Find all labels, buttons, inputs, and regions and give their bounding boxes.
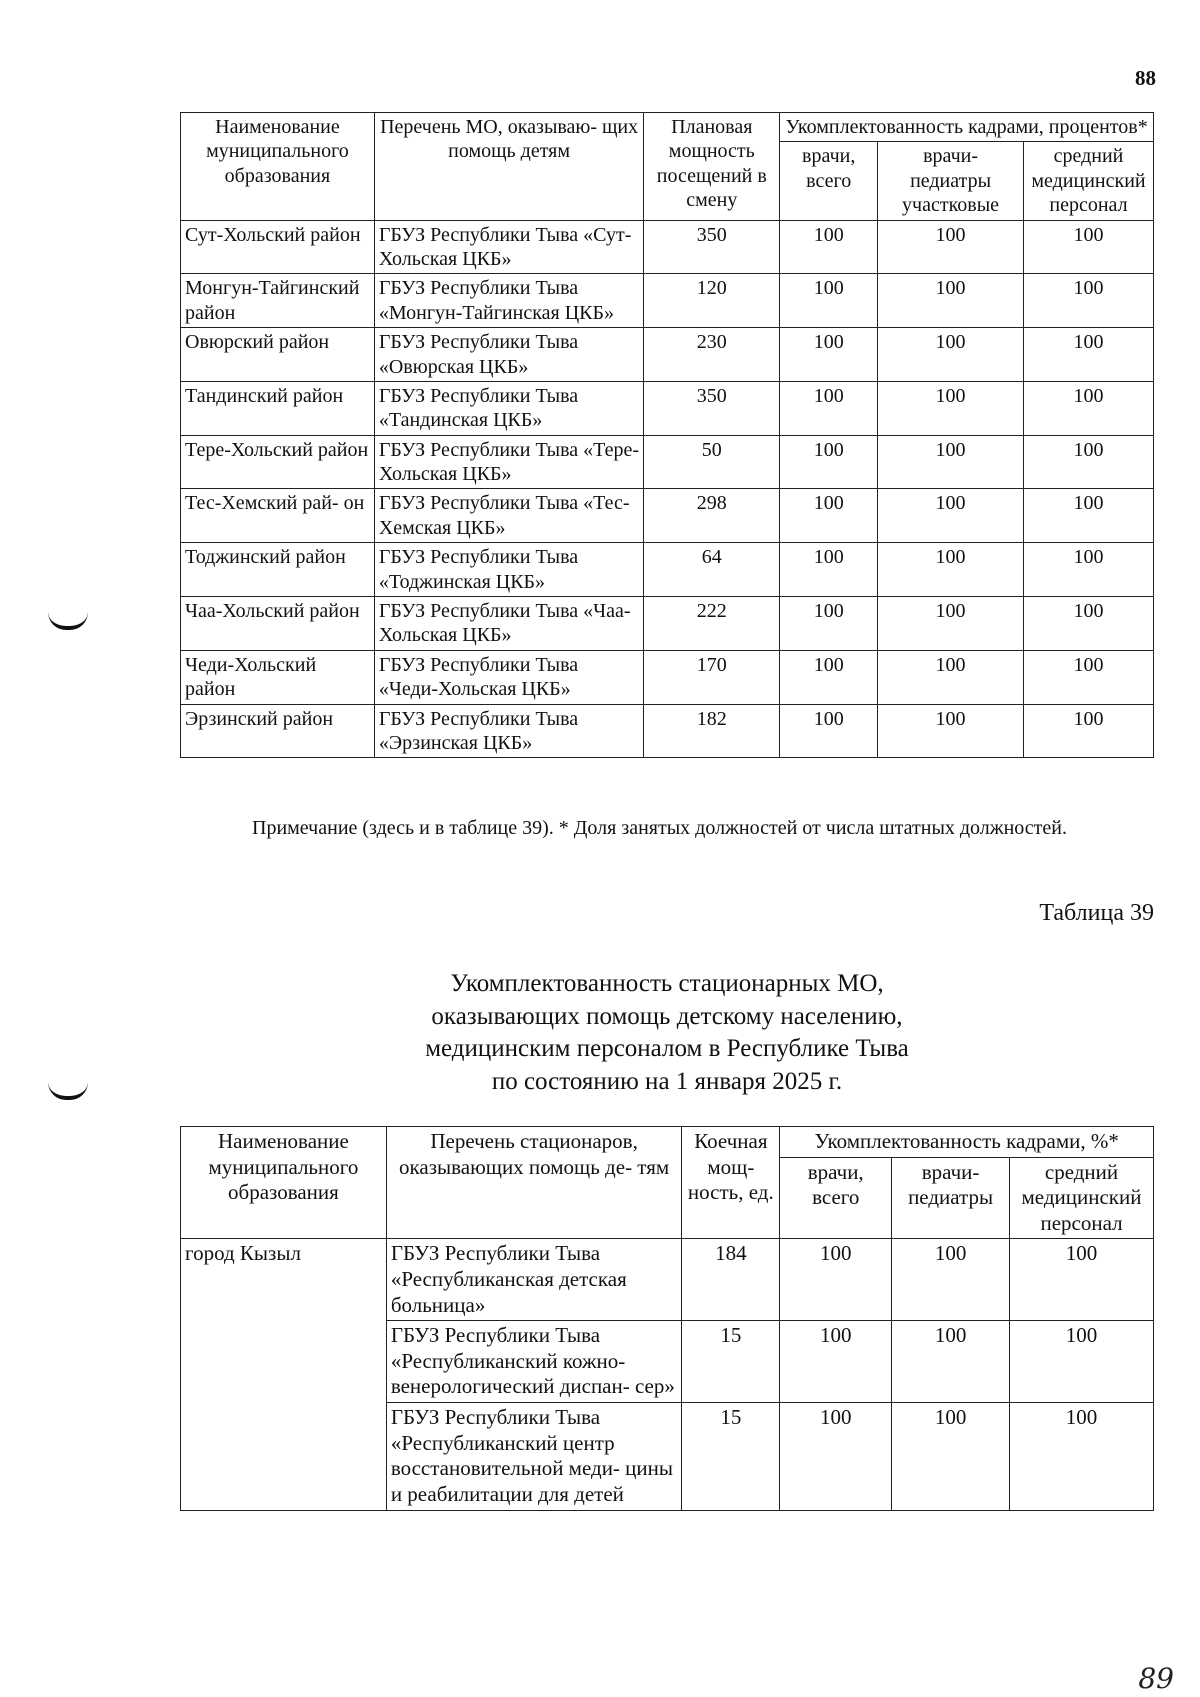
table-row — [181, 435, 1154, 489]
doctors-cell: 100 — [780, 1321, 892, 1403]
hospital-cell: ГБУЗ Республики Тыва «Республиканский кожно- венерологический диспан- сер» — [386, 1321, 682, 1403]
capacity-cell: 50 — [644, 435, 780, 489]
doctors-cell: 100 — [780, 489, 878, 543]
district-cell: Тоджинский район — [181, 543, 375, 597]
doctors-cell: 100 — [780, 328, 878, 382]
pediatricians-cell: 100 — [878, 489, 1024, 543]
table1-body — [181, 220, 1154, 758]
table-row — [181, 328, 1154, 382]
district-cell: Чеди-Хольский район — [181, 650, 375, 704]
beds-cell: 15 — [682, 1321, 780, 1403]
capacity-cell: 222 — [644, 597, 780, 651]
header-mid-staff: средний медицинский персонал — [1010, 1157, 1154, 1239]
district-cell: Эрзинский район — [181, 704, 375, 758]
mid-staff-cell: 100 — [1023, 489, 1153, 543]
margin-mark — [48, 1082, 88, 1100]
header-staffing: Укомплектованность кадрами, процентов* — [780, 113, 1154, 142]
mid-staff-cell: 100 — [1023, 597, 1153, 651]
pediatricians-cell: 100 — [878, 543, 1024, 597]
capacity-cell: 350 — [644, 381, 780, 435]
capacity-cell: 120 — [644, 274, 780, 328]
table-label: Таблица 39 — [1039, 900, 1154, 926]
doctors-cell: 100 — [780, 1239, 892, 1321]
capacity-cell: 182 — [644, 704, 780, 758]
district-cell: Овюрский район — [181, 328, 375, 382]
table-row — [181, 1239, 1154, 1321]
mid-staff-cell: 100 — [1023, 543, 1153, 597]
pediatricians-cell: 100 — [878, 704, 1024, 758]
table-row — [181, 274, 1154, 328]
mo-cell: ГБУЗ Республики Тыва «Тандинская ЦКБ» — [374, 381, 644, 435]
staffing-table-outpatient — [180, 112, 1154, 758]
mid-staff-cell: 100 — [1023, 381, 1153, 435]
title-line: по состоянию на 1 января 2025 г. — [491, 1067, 843, 1095]
mid-staff-cell: 100 — [1010, 1239, 1154, 1321]
mid-staff-cell: 100 — [1023, 328, 1153, 382]
page-number: 88 — [1135, 66, 1156, 90]
mo-cell: ГБУЗ Республики Тыва «Чеди-Хольская ЦКБ» — [374, 650, 644, 704]
mo-cell: ГБУЗ Республики Тыва «Тоджинская ЦКБ» — [374, 543, 644, 597]
margin-mark — [48, 612, 88, 630]
beds-cell: 184 — [682, 1239, 780, 1321]
pediatricians-cell: 100 — [892, 1321, 1010, 1403]
doctors-cell: 100 — [780, 381, 878, 435]
pediatricians-cell: 100 — [892, 1239, 1010, 1321]
mo-cell: ГБУЗ Республики Тыва «Тес-Хемская ЦКБ» — [374, 489, 644, 543]
table-title — [180, 968, 1154, 1098]
header-hospitals: Перечень стационаров, оказывающих помощь де- тям — [386, 1127, 682, 1239]
pediatricians-cell: 100 — [878, 381, 1024, 435]
mo-cell: ГБУЗ Республики Тыва «Сут-Хольская ЦКБ» — [374, 220, 644, 274]
mo-cell: ГБУЗ Республики Тыва «Эрзинская ЦКБ» — [374, 704, 644, 758]
header-beds: Коечная мощ- ность, ед. — [682, 1127, 780, 1239]
table-row — [181, 220, 1154, 274]
table-row — [181, 597, 1154, 651]
title-line: оказывающих помощь детскому населению, — [431, 1002, 903, 1030]
capacity-cell: 350 — [644, 220, 780, 274]
district-cell: Сут-Хольский район — [181, 220, 375, 274]
doctors-cell: 100 — [780, 543, 878, 597]
doctors-cell: 100 — [780, 274, 878, 328]
mo-cell: ГБУЗ Республики Тыва «Тере-Хольская ЦКБ» — [374, 435, 644, 489]
table-row — [181, 543, 1154, 597]
handwritten-page-number: 89 — [1138, 1662, 1174, 1695]
header-capacity: Плановая мощность посещений в смену — [644, 113, 780, 221]
district-cell: Тес-Хемский рай- он — [181, 489, 375, 543]
table-row — [181, 650, 1154, 704]
hospital-cell: ГБУЗ Республики Тыва «Республиканская детская больница» — [386, 1239, 682, 1321]
district-cell: Тандинский район — [181, 381, 375, 435]
district-cell: Чаа-Хольский район — [181, 597, 375, 651]
doctors-cell: 100 — [780, 597, 878, 651]
mo-cell: ГБУЗ Республики Тыва «Монгун-Тайгинская ЦКБ» — [374, 274, 644, 328]
mid-staff-cell: 100 — [1023, 274, 1153, 328]
staffing-table-inpatient — [180, 1126, 1154, 1511]
beds-cell: 15 — [682, 1403, 780, 1510]
header-pediatricians: врачи- педиатры — [892, 1157, 1010, 1239]
doctors-cell: 100 — [780, 435, 878, 489]
header-staffing: Укомплектованность кадрами, %* — [780, 1127, 1154, 1158]
pediatricians-cell: 100 — [878, 650, 1024, 704]
doctors-cell: 100 — [780, 704, 878, 758]
capacity-cell: 230 — [644, 328, 780, 382]
doctors-cell: 100 — [780, 650, 878, 704]
pediatricians-cell: 100 — [878, 597, 1024, 651]
pediatricians-cell: 100 — [878, 435, 1024, 489]
capacity-cell: 170 — [644, 650, 780, 704]
doctors-cell: 100 — [780, 220, 878, 274]
mid-staff-cell: 100 — [1023, 704, 1153, 758]
table-row — [181, 489, 1154, 543]
header-name: Наименование муниципального образования — [181, 1127, 387, 1239]
doctors-cell: 100 — [780, 1403, 892, 1510]
pediatricians-cell: 100 — [892, 1403, 1010, 1510]
title-line: Укомплектованность стационарных МО, — [450, 970, 884, 997]
header-doctors-total: врачи, всего — [780, 1157, 892, 1239]
district-cell: Монгун-Тайгинский район — [181, 274, 375, 328]
district-cell: Тере-Хольский район — [181, 435, 375, 489]
mo-cell: ГБУЗ Республики Тыва «Чаа-Хольская ЦКБ» — [374, 597, 644, 651]
header-mo-list: Перечень МО, оказываю- щих помощь детям — [374, 113, 644, 221]
pediatricians-cell: 100 — [878, 274, 1024, 328]
table-note: Примечание (здесь и в таблице 39). * Доля занятых должностей от числа штатных должностей. — [252, 817, 1067, 839]
table2-body — [181, 1239, 1154, 1510]
pediatricians-cell: 100 — [878, 328, 1024, 382]
capacity-cell: 64 — [644, 543, 780, 597]
mid-staff-cell: 100 — [1010, 1403, 1154, 1510]
capacity-cell: 298 — [644, 489, 780, 543]
mo-cell: ГБУЗ Республики Тыва «Овюрская ЦКБ» — [374, 328, 644, 382]
header-name: Наименование муниципального образования — [181, 113, 375, 221]
header-pediatricians: врачи- педиатры участковые — [878, 142, 1024, 220]
pediatricians-cell: 100 — [878, 220, 1024, 274]
table-row — [181, 381, 1154, 435]
header-doctors-total: врачи, всего — [780, 142, 878, 220]
district-cell: город Кызыл — [181, 1239, 387, 1510]
mid-staff-cell: 100 — [1023, 435, 1153, 489]
mid-staff-cell: 100 — [1010, 1321, 1154, 1403]
header-mid-staff: средний медицинский персонал — [1023, 142, 1153, 220]
hospital-cell: ГБУЗ Республики Тыва «Республиканский центр восстановительной меди- цины и реабилитации для детей — [386, 1403, 682, 1510]
mid-staff-cell: 100 — [1023, 220, 1153, 274]
table-row — [181, 704, 1154, 758]
mid-staff-cell: 100 — [1023, 650, 1153, 704]
title-line: медицинским персоналом в Республике Тыва — [425, 1035, 909, 1062]
